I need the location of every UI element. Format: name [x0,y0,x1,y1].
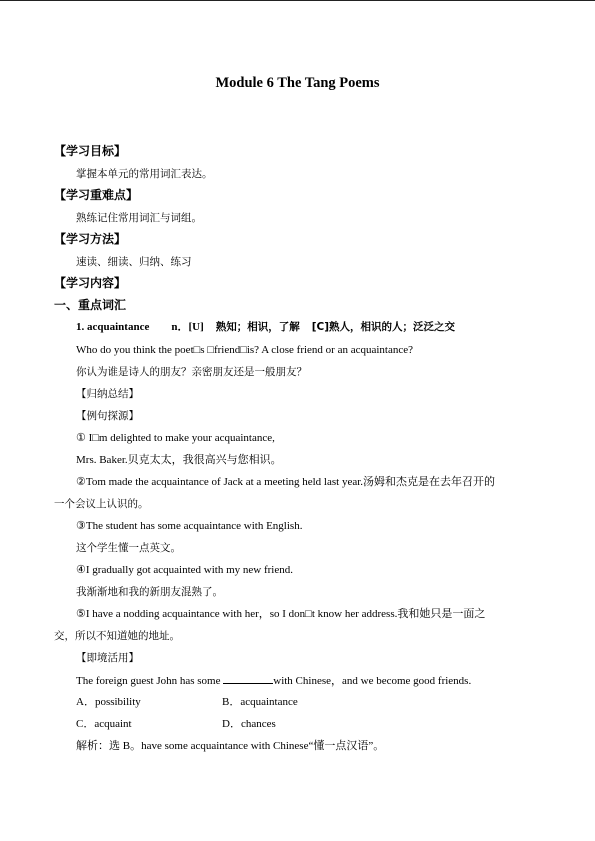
practice-question-end: with Chinese，and we become good friends. [273,675,472,687]
example-1-line-2: Mrs. Baker.贝克太太，我很高兴与您相识。 [76,454,282,466]
example-1-line-1: ① I□m delighted to make your acquaintance, [76,432,275,444]
entry-pos: n．[U] [171,321,204,333]
option-a: A．possibility [76,696,141,708]
example-2-line-2: 一个会议上认识的。 [54,498,149,510]
example-5-line-2: 交，所以不知道她的地址。 [54,630,180,642]
option-c: C．acquaint [76,718,132,730]
page-title: Module 6 The Tang Poems [215,75,380,91]
vocab-entry-line [76,320,455,334]
example-label: 【例句探源】 [76,410,139,422]
option-b: B．acquaintance [222,696,298,708]
key-points-text: 熟练记住常用词汇与词组。 [76,212,202,224]
content-header: 【学习内容】 [54,276,127,290]
example-4-line-1: ④I gradually got acquainted with my new friend. [76,564,293,576]
goal-header: 【学习目标】 [54,144,127,158]
key-points-header: 【学习重难点】 [54,188,139,202]
practice-question-start: The foreign guest John has some [76,675,221,687]
method-header: 【学习方法】 [54,232,127,246]
question-en: Who do you think the poet□s □friend□is? A close friend or an acquaintance? [76,344,413,356]
entry-meaning-2: [C]熟人，相识的人；泛泛之交 [311,321,456,333]
practice-question [76,673,471,688]
answer-blank [223,673,273,684]
vocab-section-header: 一、重点词汇 [54,298,127,312]
summary-label: 【归纳总结】 [76,388,139,400]
example-5-line-1: ⑤I have a nodding acquaintance with her，so I don□t know her address.我和她只是一面之 [76,608,486,620]
answer-explanation: 解析：选 B。have some acquaintance with Chinese“懂一点汉语”。 [76,740,385,752]
question-cn: 你认为谁是诗人的朋友？亲密朋友还是一般朋友？ [76,366,307,378]
entry-meaning-1: 熟知；相识，了解 [215,321,300,333]
entry-word: 1. acquaintance [76,321,150,333]
method-text: 速读、细读、归纳、练习 [76,256,192,268]
example-4-line-2: 我渐渐地和我的新朋友混熟了。 [76,586,223,598]
goal-text: 掌握本单元的常用词汇表达。 [76,168,213,180]
example-3-line-1: ③The student has some acquaintance with English. [76,520,303,532]
example-2-line-1: ②Tom made the acquaintance of Jack at a meeting held last year.汤姆和杰克是在去年召开的 [76,476,496,488]
option-d: D．chances [222,718,276,730]
example-3-line-2: 这个学生懂一点英文。 [76,542,181,554]
practice-label: 【即境活用】 [76,652,139,664]
